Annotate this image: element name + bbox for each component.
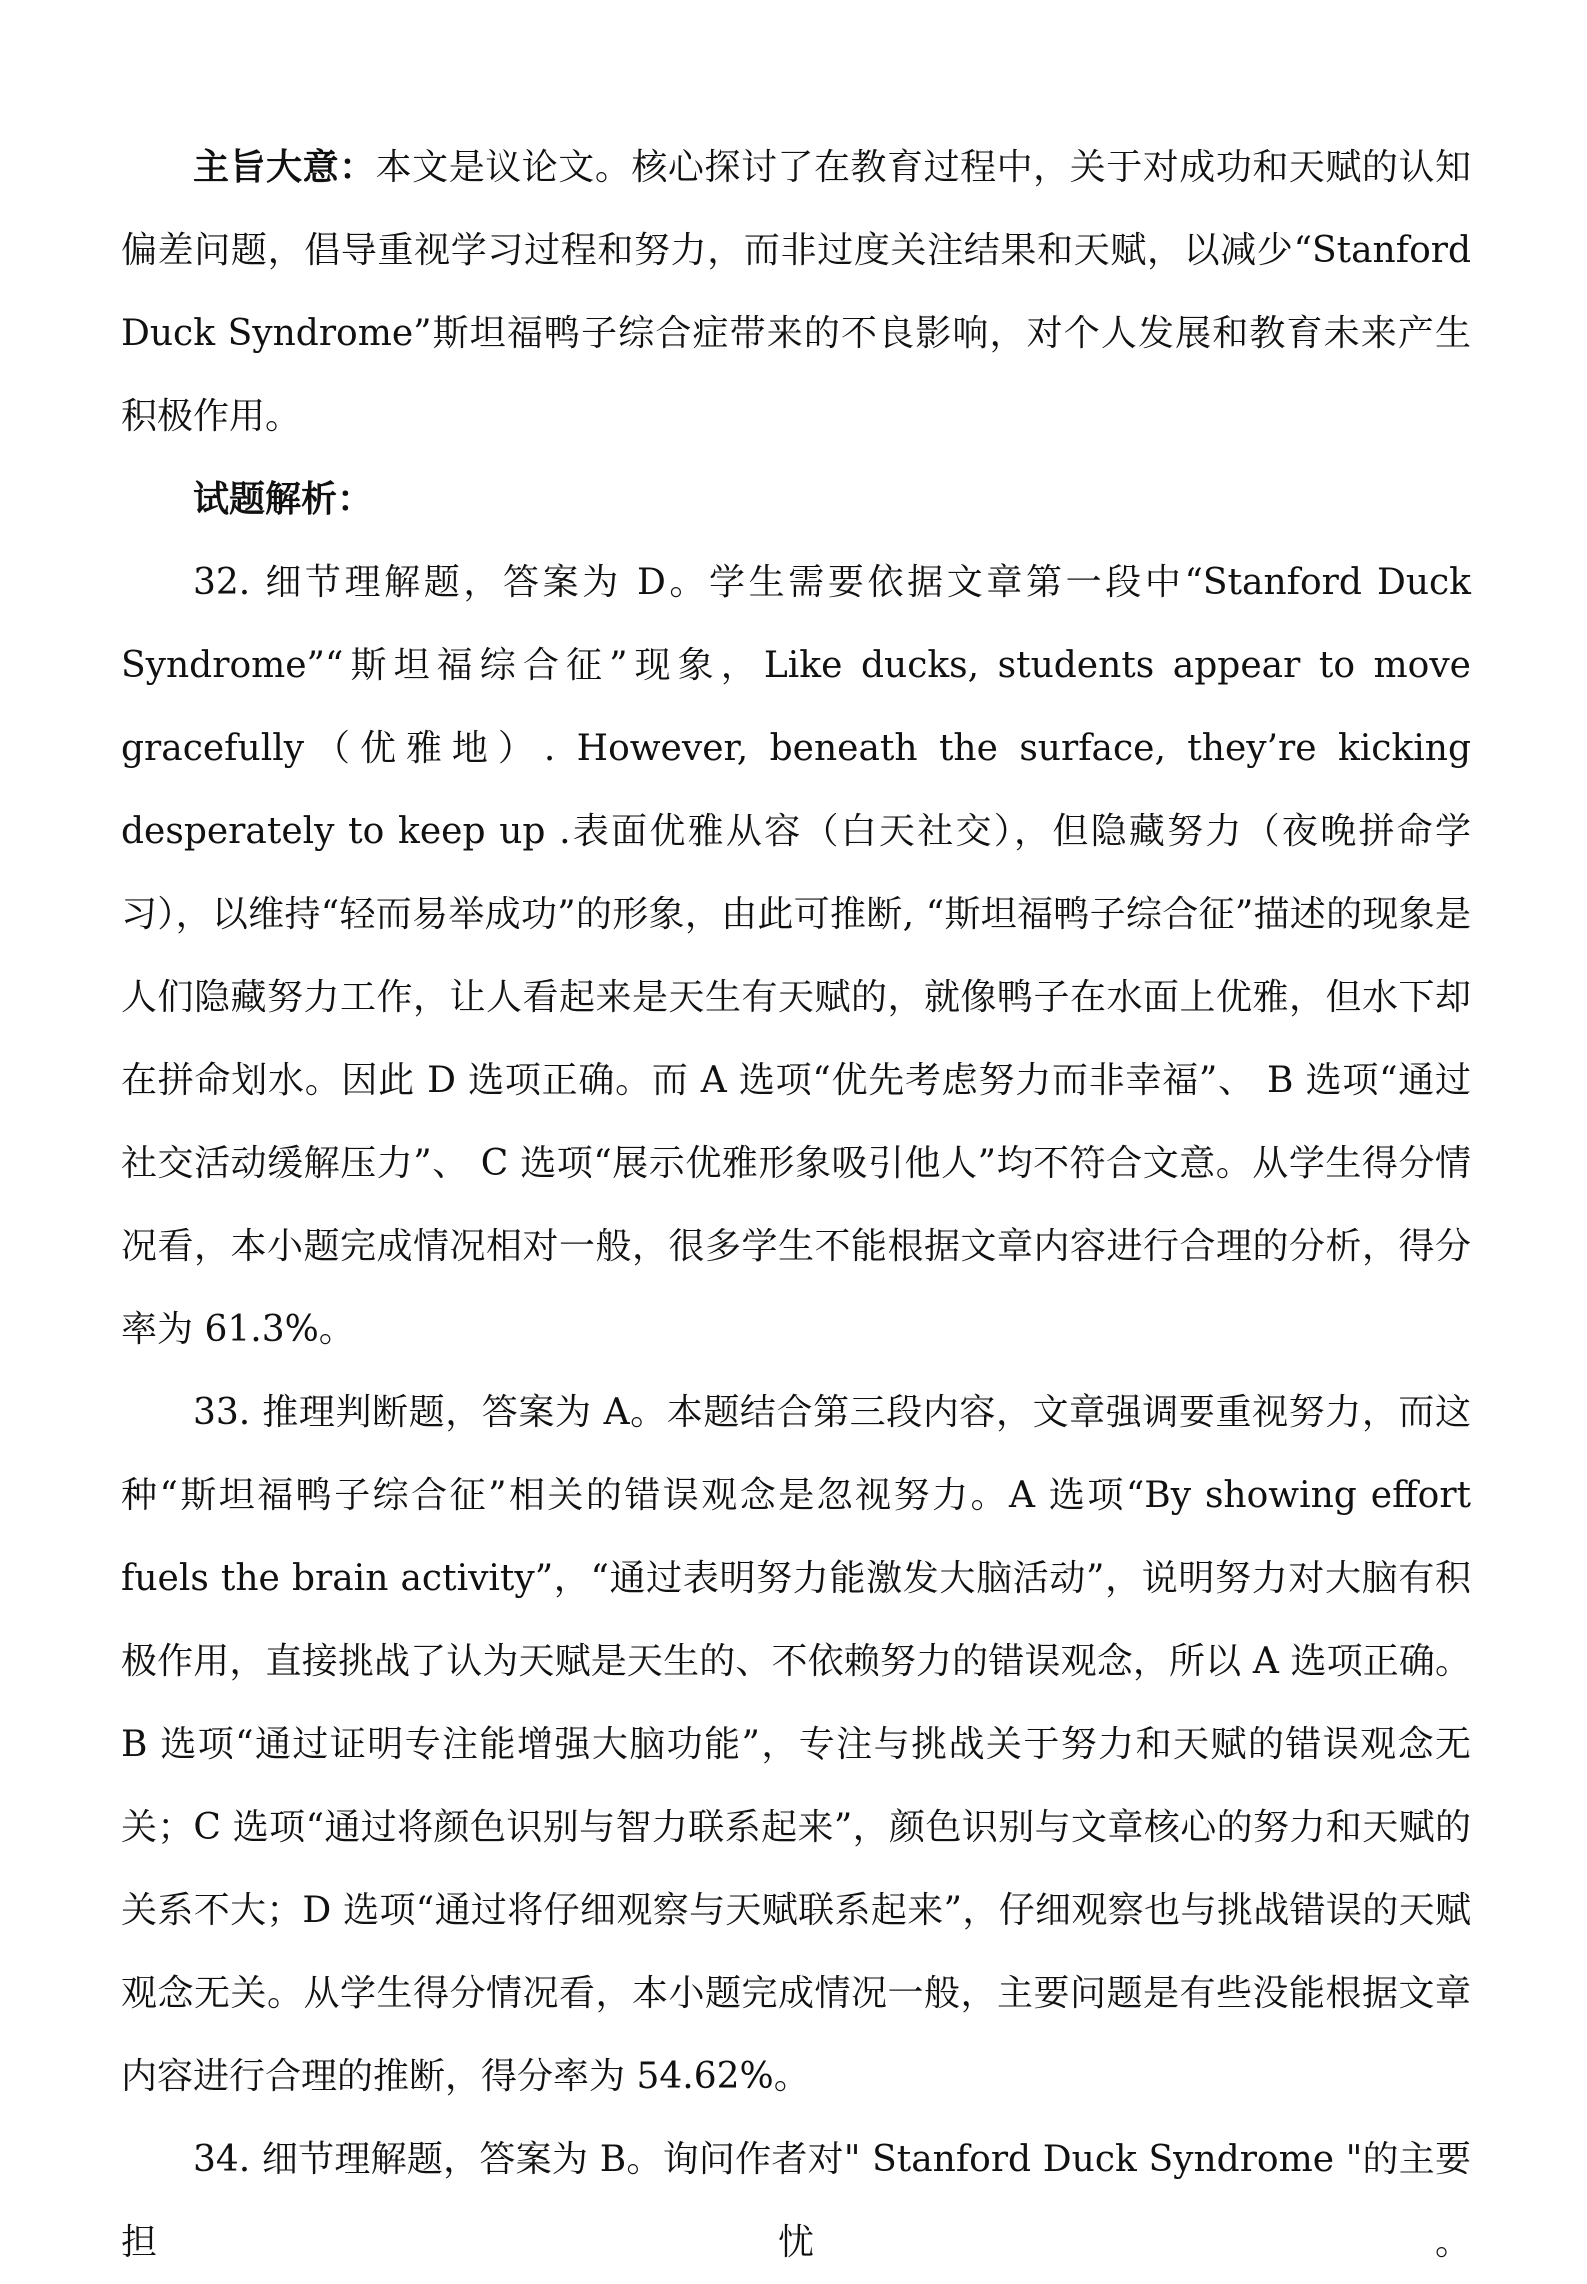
- analysis-heading: 试题解析：: [193, 478, 374, 520]
- document-page: [121, 126, 1471, 2284]
- question-34-paragraph: 34. 细节理解题，答案为 B。询问作者对" Stanford Duck Syndrome "的主要担忧。: [121, 2139, 1471, 2263]
- question-33-paragraph: 33. 推理判断题，答案为 A。本题结合第三段内容，文章强调要重视努力，而这种“斯坦福鸭子综合征”相关的错误观念是忽视努力。A 选项“By showing effort fuels the brain activity”，“通过表明努力能激发大脑活动”，说明努力对大脑有积极作用，直接挑战了认为天赋是天生的、不依赖努力的错误观念，所以 A 选项正确。B 选项“通过证明专注能增强大脑功能”，专注与挑战关于努力和天赋的错误观念无关；C 选项“通过将颜色识别与智力联系起来”，颜色识别与文章核心的努力和天赋的关系不大；D 选项“通过将仔细观察与天赋联系起来”，仔细观察也与挑战错误的天赋观念无关。从学生得分情况看，本小题完成情况一般，主要问题是有些没能根据文章内容进行合理的推断，得分率为 54.62%。: [121, 1392, 1471, 2097]
- summary-label: 主旨大意：: [193, 146, 376, 188]
- summary-text: 本文是议论文。核心探讨了在教育过程中，关于对成功和天赋的认知偏差问题，倡导重视学习过程和努力，而非过度关注结果和天赋，以减少“Stanford Duck Syndrome”斯坦福鸭子综合症带来的不良影响，对个人发展和教育未来产生积极作用。: [121, 147, 1471, 437]
- analysis-heading-paragraph: [121, 458, 1471, 541]
- summary-paragraph: [121, 126, 1471, 458]
- question-32-paragraph: 32. 细节理解题，答案为 D。学生需要依据文章第一段中“Stanford Duck Syndrome”“斯坦福综合征”现象，Like ducks, students appear to move gracefully（优雅地）. However, beneath the surface, they’re kicking desperately to keep up .表面优雅从容（白天社交），但隐藏努力（夜晚拼命学习），以维持“轻而易举成功”的形象，由此可推断, “斯坦福鸭子综合征”描述的现象是人们隐藏努力工作，让人看起来是天生有天赋的，就像鸭子在水面上优雅，但水下却在拼命划水。因此 D 选项正确。而 A 选项“优先考虑努力而非幸福”、 B 选项“通过社交活动缓解压力”、 C 选项“展示优雅形象吸引他人”均不符合文意。从学生得分情况看，本小题完成情况相对一般，很多学生不能根据文章内容进行合理的分析，得分率为 61.3%。: [121, 562, 1471, 1350]
